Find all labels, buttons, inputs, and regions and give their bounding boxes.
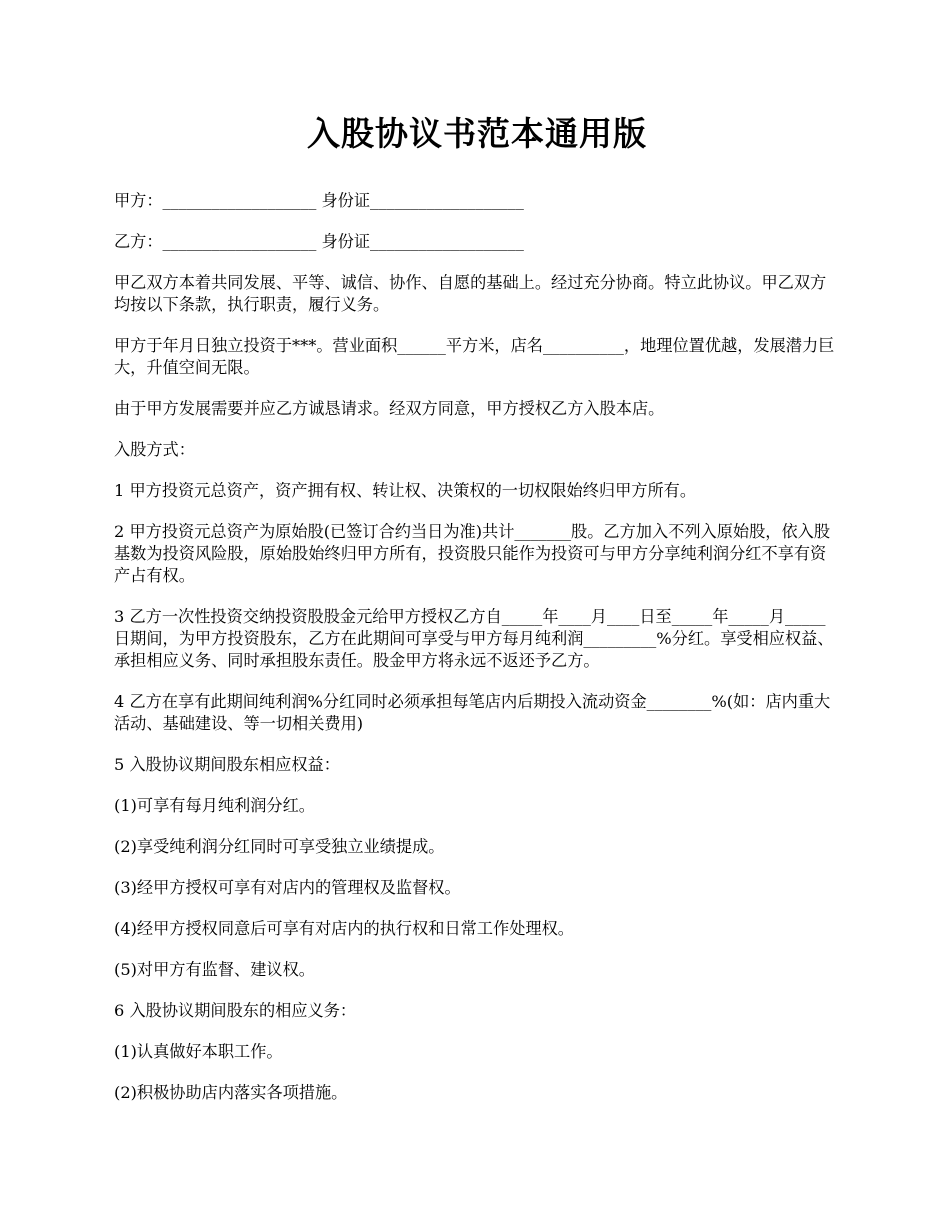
clause-2: 2 甲方投资元总资产为原始股(已签订合约当日为准)共计_______股。乙方加入不列入原始股，依入股基数为投资风险股，原始股始终归甲方所有，投资股只能作为投资可与甲方分享纯利润分红不享有资产占有权。 [114, 522, 831, 585]
intro-paragraph: 甲乙双方本着共同发展、平等、诚信、协作、自愿的基础上。经过充分协商。特立此协议。甲乙双方均按以下条款，执行职责，履行义务。 [114, 273, 827, 314]
party-b-line: 乙方：___________________ 身份证___________________ [114, 232, 524, 251]
duty-item-2: (2)积极协助店内落实各项措施。 [114, 1083, 348, 1102]
document-title: 入股协议书范本通用版 [307, 114, 647, 153]
party-a-line: 甲方：___________________ 身份证___________________ [114, 191, 524, 210]
duty-item-1: (1)认真做好本职工作。 [114, 1042, 283, 1061]
investment-paragraph: 甲方于年月日独立投资于***。营业面积______平方米，店名__________，地理位置优越，发展潜力巨大，升值空间无限。 [114, 336, 835, 377]
authorization-paragraph: 由于甲方发展需要并应乙方诚恳请求。经双方同意，甲方授权乙方入股本店。 [114, 399, 665, 418]
right-item-5: (5)对甲方有监督、建议权。 [114, 960, 315, 979]
right-item-3: (3)经甲方授权可享有对店内的管理权及监督权。 [114, 878, 461, 897]
clause-1: 1 甲方投资元总资产，资产拥有权、转让权、决策权的一切权限始终归甲方所有。 [114, 481, 697, 500]
clause-4: 4 乙方在享有此期间纯利润%分红同时必须承担每笔店内后期投入流动资金________%(如：店内重大活动、基础建设、等一切相关费用) [114, 692, 831, 733]
right-item-1: (1)可享有每月纯利润分红。 [114, 796, 315, 815]
clause-5-heading: 5 入股协议期间股东相应权益： [114, 755, 340, 774]
right-item-4: (4)经甲方授权同意后可享有对店内的执行权和日常工作处理权。 [114, 919, 574, 938]
clause-3: 3 乙方一次性投资交纳投资股股金元给甲方授权乙方自_____年____月____日至_____年_____月_____日期间，为甲方投资股东，乙方在此期间可享受与甲方每月纯利润_________%分红。享受相应权益、承担相应义务、同时承担股东责任。股金甲方将永远不返还予乙方。 [114, 607, 834, 670]
clause-6-heading: 6 入股协议期间股东的相应义务： [114, 1001, 357, 1020]
right-item-2: (2)享受纯利润分红同时可享受独立业绩提成。 [114, 837, 445, 856]
section-heading-method: 入股方式： [114, 440, 195, 459]
